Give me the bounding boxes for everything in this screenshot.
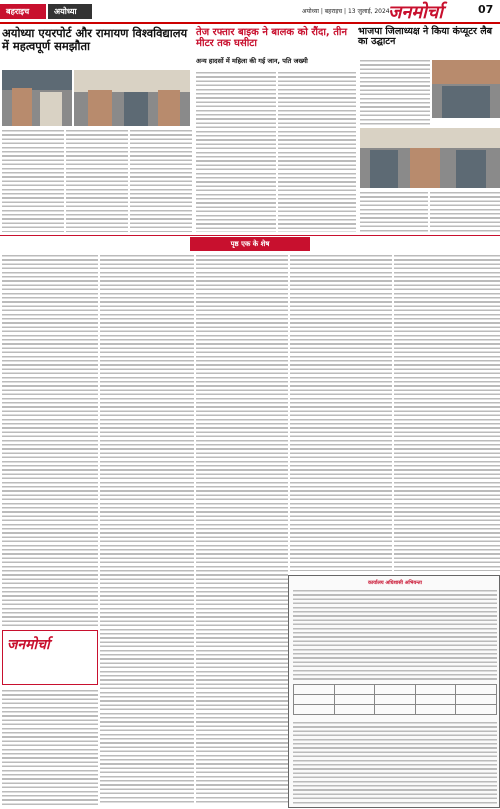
lab-photo-top [432,60,500,118]
lab-photo-main [360,128,500,188]
column-text [2,690,98,805]
airport-photo [2,70,72,126]
column-text [196,72,276,232]
airport-photo-2 [74,70,190,126]
computer-lab-headline: भाजपा जिलाध्यक्ष ने किया कंप्यूटर लैब का उद्घाटन [358,26,493,48]
district-tag: अयोध्या [48,4,92,19]
column-text [196,255,288,805]
section-tag: बहराइच [0,4,46,19]
section-banner: पृष्ठ एक के शेष [190,237,310,251]
tender-notice [288,575,500,808]
page-header [0,0,500,24]
notice-title: कार्यालय अधिशासी अभियन्ता [368,580,422,586]
airport-headline: अयोध्या एयरपोर्ट और रामायण विश्वविद्यालय में महत्वपूर्ण समझौता [2,26,188,53]
masthead-box-logo: जनमोर्चा [7,637,50,653]
notice-table [293,684,497,715]
column-text [290,255,392,571]
column-text [360,60,430,126]
column-text [66,130,128,232]
column-text [2,130,64,232]
masthead-logo: जनमोर्चा [388,2,443,23]
accident-subhead: अन्य हादसों में महिला की गई जान, पति जख्मी [196,57,308,65]
accident-headline: तेज रफ्तार बाइक ने बालक को रौंदा, तीन मीटर तक घसीटा [196,27,348,49]
masthead-box [2,630,98,685]
column-text [430,192,500,232]
page-number: 07 [478,3,494,16]
notice-text [293,722,497,804]
notice-text [293,590,497,680]
column-text [360,192,428,232]
column-text [130,130,192,232]
column-text [2,255,98,627]
column-text [278,72,356,232]
column-text [394,255,500,571]
date-line: अयोध्या | बहराइच | 13 जुलाई, 2024 [302,8,390,15]
column-text [100,255,194,805]
